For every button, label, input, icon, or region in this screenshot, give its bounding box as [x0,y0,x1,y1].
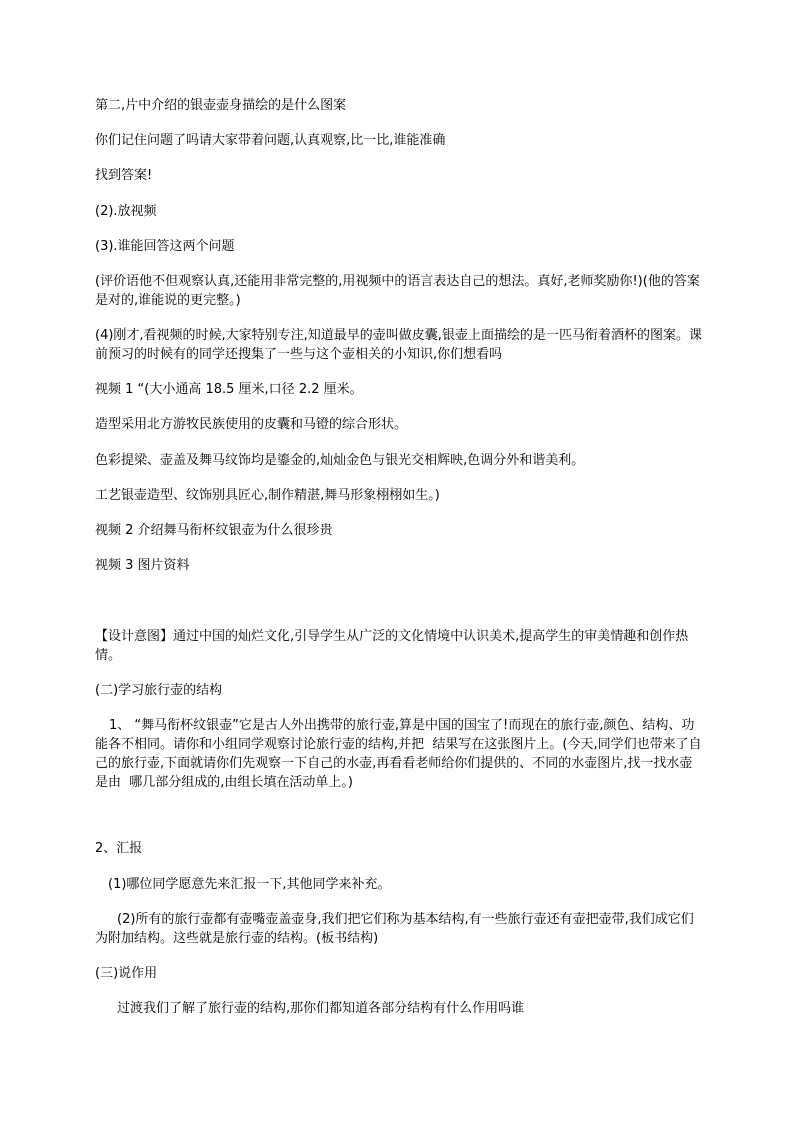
section-heading-structure: (二)学习旅行壶的结构 [95,683,223,698]
paragraph-evaluation: (评价语他不但观察认真,还能用非常完整的,用视频中的语言表达自己的想法。真好,老师奖励你!)(他的答案是对的,谁能说的更完整。) [95,274,700,308]
paragraph-report-heading: 2、汇报 [95,841,143,856]
paragraph-watch-video-focus: (4)刚才,看视频的时候,大家特别专注,知道最早的壶叫做皮囊,银壶上面描绘的是一匹马衔着酒杯的图案。课前预习的时候有的同学还搜集了一些与这个壶相关的小知识,你们想看吗 [95,328,702,362]
paragraph-item-1: 1、 “舞马衔杯纹银壶”它是古人外出携带的旅行壶,算是中国的国宝了!而现在的旅行壶,颜色、结构、功能各不相同。请你和小组同学观察讨论旅行壶的结构,并把 结果写在这张图片上。(今天,同学们也带来了自己的旅行壶,下面就请你们先观察一下自己的水壶,再看看老师给你们提供的、不同的水壶图片,找一找水壶是由 哪几部分组成的,由组长填在活动单上。) [95,718,702,790]
section-heading-function: (三)说作用 [95,966,158,981]
paragraph-video-3: 视频 3 图片资料 [95,558,190,573]
paragraph-color: 色彩提梁、壶盖及舞马纹饰均是鎏金的,灿灿金色与银光交相辉映,色调分外和谐美利。 [95,453,585,468]
paragraph-play-video: (2).放视频 [95,204,157,219]
paragraph-find-answer: 找到答案! [95,168,153,183]
paragraph-video-2: 视频 2 介绍舞马衔杯纹银壶为什么很珍贵 [95,523,333,538]
paragraph-report-1: (1)哪位同学愿意先来汇报一下,其他同学来补充。 [108,877,391,892]
paragraph-transition: 过渡我们了解了旅行壶的结构,那你们都知道各部分结构有什么作用吗谁 [117,1001,525,1016]
paragraph-video-1: 视频 1 “(大小通高 18.5 厘米,口径 2.2 厘米。 [95,382,363,397]
paragraph-shape: 造型采用北方游牧民族使用的皮囊和马镫的综合形状。 [95,417,408,432]
paragraph-question-pattern: 第二,片中介绍的银壶壶身描绘的是什么图案 [95,98,347,113]
paragraph-report-2: (2)所有的旅行壶都有壶嘴壶盖壶身,我们把它们称为基本结构,有一些旅行壶还有壶把壶带,我们成它们为附加结构。这些就是旅行壶的结构。(板书结构) [95,912,694,946]
paragraph-craft: 工艺银壶造型、纹饰别具匠心,制作精湛,舞马形象栩栩如生。) [95,488,440,503]
paragraph-design-intent: 【设计意图】通过中国的灿烂文化,引导学生从广泛的文化情境中认识美术,提高学生的审美情趣和创作热情。 [95,629,689,663]
paragraph-remember-question: 你们记住问题了吗请大家带着问题,认真观察,比一比,谁能准确 [95,133,446,148]
paragraph-answer-two-questions: (3).谁能回答这两个问题 [95,239,235,254]
